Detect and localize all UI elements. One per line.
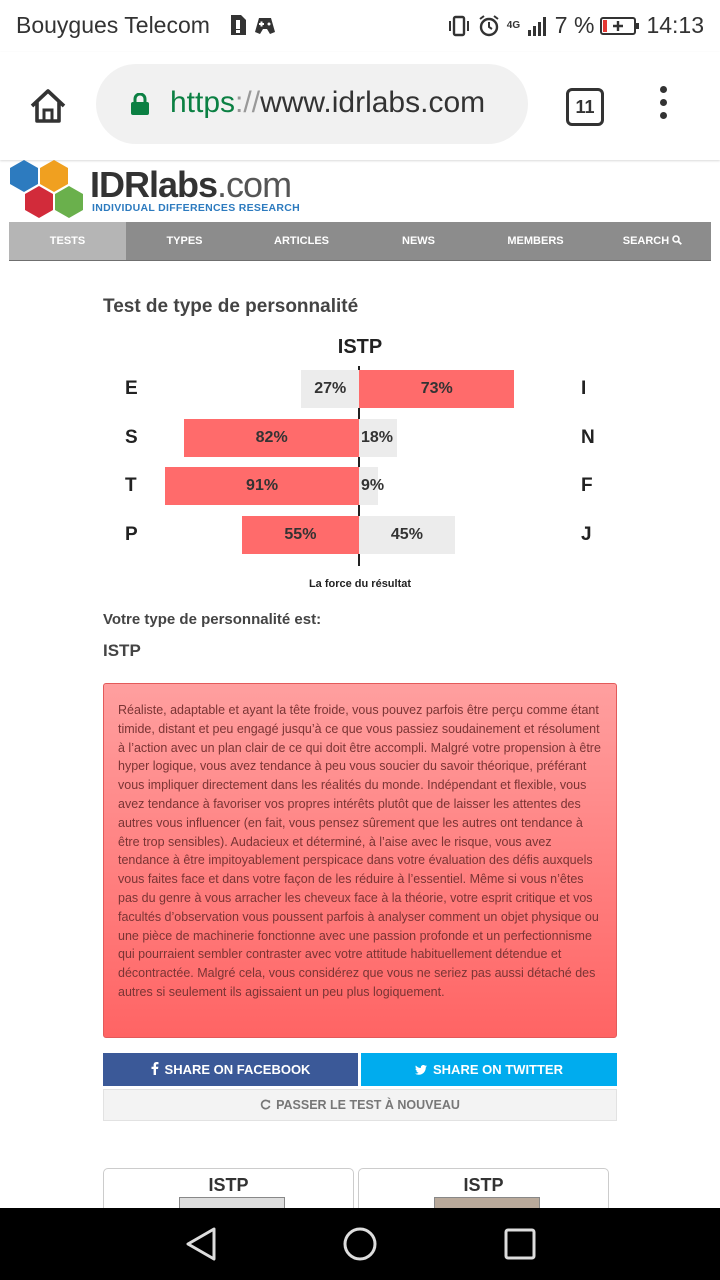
type-description: Réaliste, adaptable et ayant la tête froide, vous pouvez parfois être perçu comme étant timide, distant et peu engagé jusqu’à ce que vous passiez soudainement et résolument à l’action avec un plan clair de ce qui doit être accompli. Malgré votre propension à être hyper logique, vous avez tendance à peu vous soucier du savoir théorique, préférant vous impliquer directement dans les réalités du monde. Indépendant et flexible, vous avez tendance à favoriser vos propres intérêts plutôt que de laisser les attentes des autres vous influencer (en fait, vous pensez sûrement que les autres ont tendance à être trop sensibles). Audacieux et déterminé, à l’aise avec le risque, vous avez tendance à être impitoyablement perspicace dans votre évaluation des défis auxquels vous faites face et dans votre façon de les réduire à l’essentiel. Même si vous n’êtes pas du genre à vous arracher les cheveux face à la théorie, votre esprit critique et vos facultés d’observation vous poussent parfois à analyser comment un objet physique ou une pièce de machinerie fonctionne avec une passion profonde et un perfectionnisme qui pourraient sembler contraster avec votre attitude habituellement détendue et décontractée. Malgré cela, vous considérez que vous ne seriez pas aussi détaché des autres si seulement ils agissaient un peu plus logiquement.: [103, 683, 617, 1038]
bar-t: 91%: [165, 467, 359, 505]
page-title: Test de type de personnalité: [103, 296, 359, 317]
back-icon[interactable]: [184, 1226, 218, 1262]
recents-icon[interactable]: [504, 1228, 536, 1260]
letter-e: E: [125, 378, 138, 399]
bar-i: 73%: [359, 370, 514, 408]
nav-members[interactable]: MEMBERS: [507, 235, 564, 247]
bar-s: 82%: [184, 419, 359, 457]
retake-label: PASSER LE TEST À NOUVEAU: [276, 1098, 460, 1112]
letter-i: I: [581, 378, 587, 399]
logo-subtitle: INDIVIDUAL DIFFERENCES RESEARCH: [92, 202, 301, 214]
letter-n: N: [581, 426, 595, 448]
bar-e: 27%: [301, 370, 359, 408]
address-bar[interactable]: [96, 64, 528, 144]
letter-f: F: [581, 475, 593, 496]
nav-search-label: SEARCH: [622, 235, 670, 247]
site-logo[interactable]: [8, 160, 318, 220]
system-nav-bar: [0, 1208, 720, 1280]
logo-domain: .com: [217, 164, 292, 205]
result-label: Votre type de personnalité est:: [103, 611, 322, 628]
share-twitter-button[interactable]: [361, 1053, 617, 1086]
nav-news[interactable]: NEWS: [402, 235, 435, 247]
chart-caption: La force du résultat: [308, 578, 412, 590]
refresh-icon: [260, 1099, 271, 1110]
home-nav-icon[interactable]: [342, 1226, 378, 1262]
carrier-name: Bouygues Telecom: [16, 12, 210, 38]
letter-j: J: [581, 523, 592, 545]
bar-n: 18%: [359, 419, 397, 457]
sim-icon: [228, 14, 248, 36]
lock-icon: [130, 93, 150, 115]
letter-t: T: [125, 475, 137, 496]
nav-articles[interactable]: ARTICLES: [274, 235, 329, 247]
bar-p: 55%: [242, 516, 359, 554]
nav-types[interactable]: TYPES: [166, 235, 203, 247]
tab-switcher-button[interactable]: 11: [566, 88, 604, 126]
retake-test-button[interactable]: [103, 1089, 617, 1121]
network-type: 4G: [506, 19, 521, 31]
logo-wordmark: [90, 164, 291, 206]
result-type: ISTP: [103, 641, 141, 660]
url-separator: ://: [235, 86, 261, 119]
alarm-icon: [477, 14, 501, 38]
nav-tests[interactable]: TESTS: [9, 222, 126, 260]
url-text[interactable]: [170, 86, 485, 120]
url-host: www.idrlabs.com: [260, 86, 486, 119]
vibrate-icon: [447, 15, 471, 37]
personality-chart: [103, 330, 617, 600]
clock: 14:13: [646, 12, 704, 38]
logo-name: IDRlabs: [90, 164, 218, 205]
bar-f: 9%: [359, 467, 378, 505]
overflow-menu-icon[interactable]: [656, 86, 670, 126]
letter-s: S: [125, 426, 138, 448]
battery-percent: 7 %: [554, 12, 595, 38]
bar-j: 45%: [359, 516, 455, 554]
chart-title: ISTP: [337, 336, 383, 358]
share-twitter-label: SHARE ON TWITTER: [433, 1062, 563, 1077]
status-icons: [447, 12, 704, 39]
battery-charging-icon: [600, 15, 640, 37]
browser-toolbar: [0, 52, 720, 160]
share-facebook-label: SHARE ON FACEBOOK: [164, 1062, 311, 1077]
main-nav: [9, 222, 711, 261]
letter-p: P: [125, 523, 138, 545]
search-icon: [672, 235, 682, 245]
signal-icon: [527, 15, 549, 37]
share-facebook-button[interactable]: [103, 1053, 358, 1086]
nav-search[interactable]: [594, 222, 711, 260]
type-card-title: ISTP: [463, 1175, 504, 1195]
hexagon-logo-icon: [8, 160, 88, 222]
gamepad-icon: [254, 14, 276, 36]
home-icon[interactable]: [28, 86, 68, 126]
url-scheme: https: [170, 86, 236, 119]
twitter-icon: [415, 1065, 427, 1075]
status-bar: [0, 0, 720, 52]
type-card-title: ISTP: [208, 1175, 249, 1195]
facebook-icon: [151, 1062, 159, 1075]
